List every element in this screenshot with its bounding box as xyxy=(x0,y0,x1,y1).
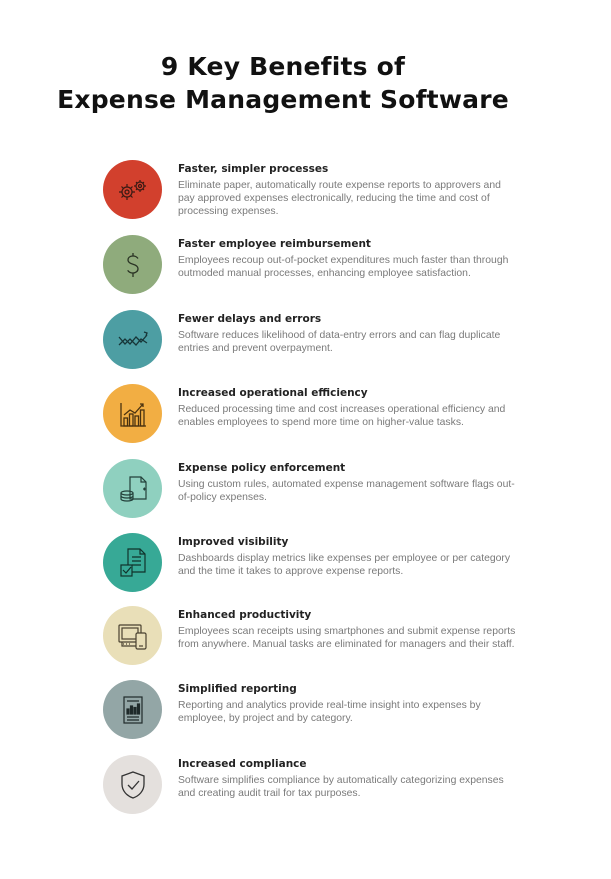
benefit-heading: Expense policy enforcement xyxy=(178,462,346,474)
benefit-description: Software reduces likelihood of data-entry errors and can flag duplicate entries and prevent overpayment. xyxy=(178,330,501,354)
benefit-heading: Fewer delays and errors xyxy=(178,313,322,325)
benefit-description: Eliminate paper, automatically route expense reports to approvers and pay approved expenses electronically, reducing the time and cost of processing expenses. xyxy=(178,180,501,217)
devices-icon xyxy=(103,606,162,665)
benefit-description: Reporting and analytics provide real-time insight into expenses by employee, by project and by category. xyxy=(178,700,481,724)
benefit-item-reimbursement xyxy=(103,235,523,297)
title-line-2: Expense Management Software xyxy=(57,85,509,114)
gears-icon xyxy=(103,160,162,219)
benefit-item-policy xyxy=(103,459,523,521)
benefit-heading: Faster employee reimbursement xyxy=(178,238,371,250)
dollar-icon xyxy=(103,235,162,294)
report-icon xyxy=(103,680,162,739)
benefit-description: Reduced processing time and cost increases operational efficiency and enables employees to spend more time on higher-value tasks. xyxy=(178,404,506,428)
benefit-item-visibility xyxy=(103,533,523,595)
benefit-description: Using custom rules, automated expense management software flags out-of-policy expenses. xyxy=(178,479,515,503)
bar-chart-icon xyxy=(103,384,162,443)
benefit-item-compliance xyxy=(103,755,523,817)
document-check-icon xyxy=(103,533,162,592)
benefit-heading: Faster, simpler processes xyxy=(178,163,329,175)
benefit-item-productivity xyxy=(103,606,523,668)
policy-coins-icon xyxy=(103,459,162,518)
shield-check-icon xyxy=(103,755,162,814)
benefit-heading: Increased operational efficiency xyxy=(178,387,368,399)
benefit-item-faster-processes xyxy=(103,160,523,222)
benefit-heading: Increased compliance xyxy=(178,758,307,770)
benefit-heading: Simplified reporting xyxy=(178,683,297,695)
trend-lines-icon xyxy=(103,310,162,369)
benefit-heading: Enhanced productivity xyxy=(178,609,312,621)
page-title xyxy=(0,50,566,116)
benefit-description: Software simplifies compliance by automatically categorizing expenses and creating audit trail for tax purposes. xyxy=(178,775,504,799)
benefit-description: Employees scan receipts using smartphones and submit expense reports from anywhere. Manual tasks are eliminated for managers and their staff. xyxy=(178,626,516,650)
title-line-1: 9 Key Benefits of xyxy=(160,52,406,81)
benefit-item-fewer-errors xyxy=(103,310,523,372)
benefit-description: Employees recoup out-of-pocket expenditures much faster than through outmoded manual processes, enhancing employee satisfaction. xyxy=(178,255,509,279)
benefit-description: Dashboards display metrics like expenses per employee or per category and the time it takes to approve expense reports. xyxy=(178,553,511,577)
benefit-item-reporting xyxy=(103,680,523,742)
benefit-item-efficiency xyxy=(103,384,523,446)
benefit-heading: Improved visibility xyxy=(178,536,289,548)
